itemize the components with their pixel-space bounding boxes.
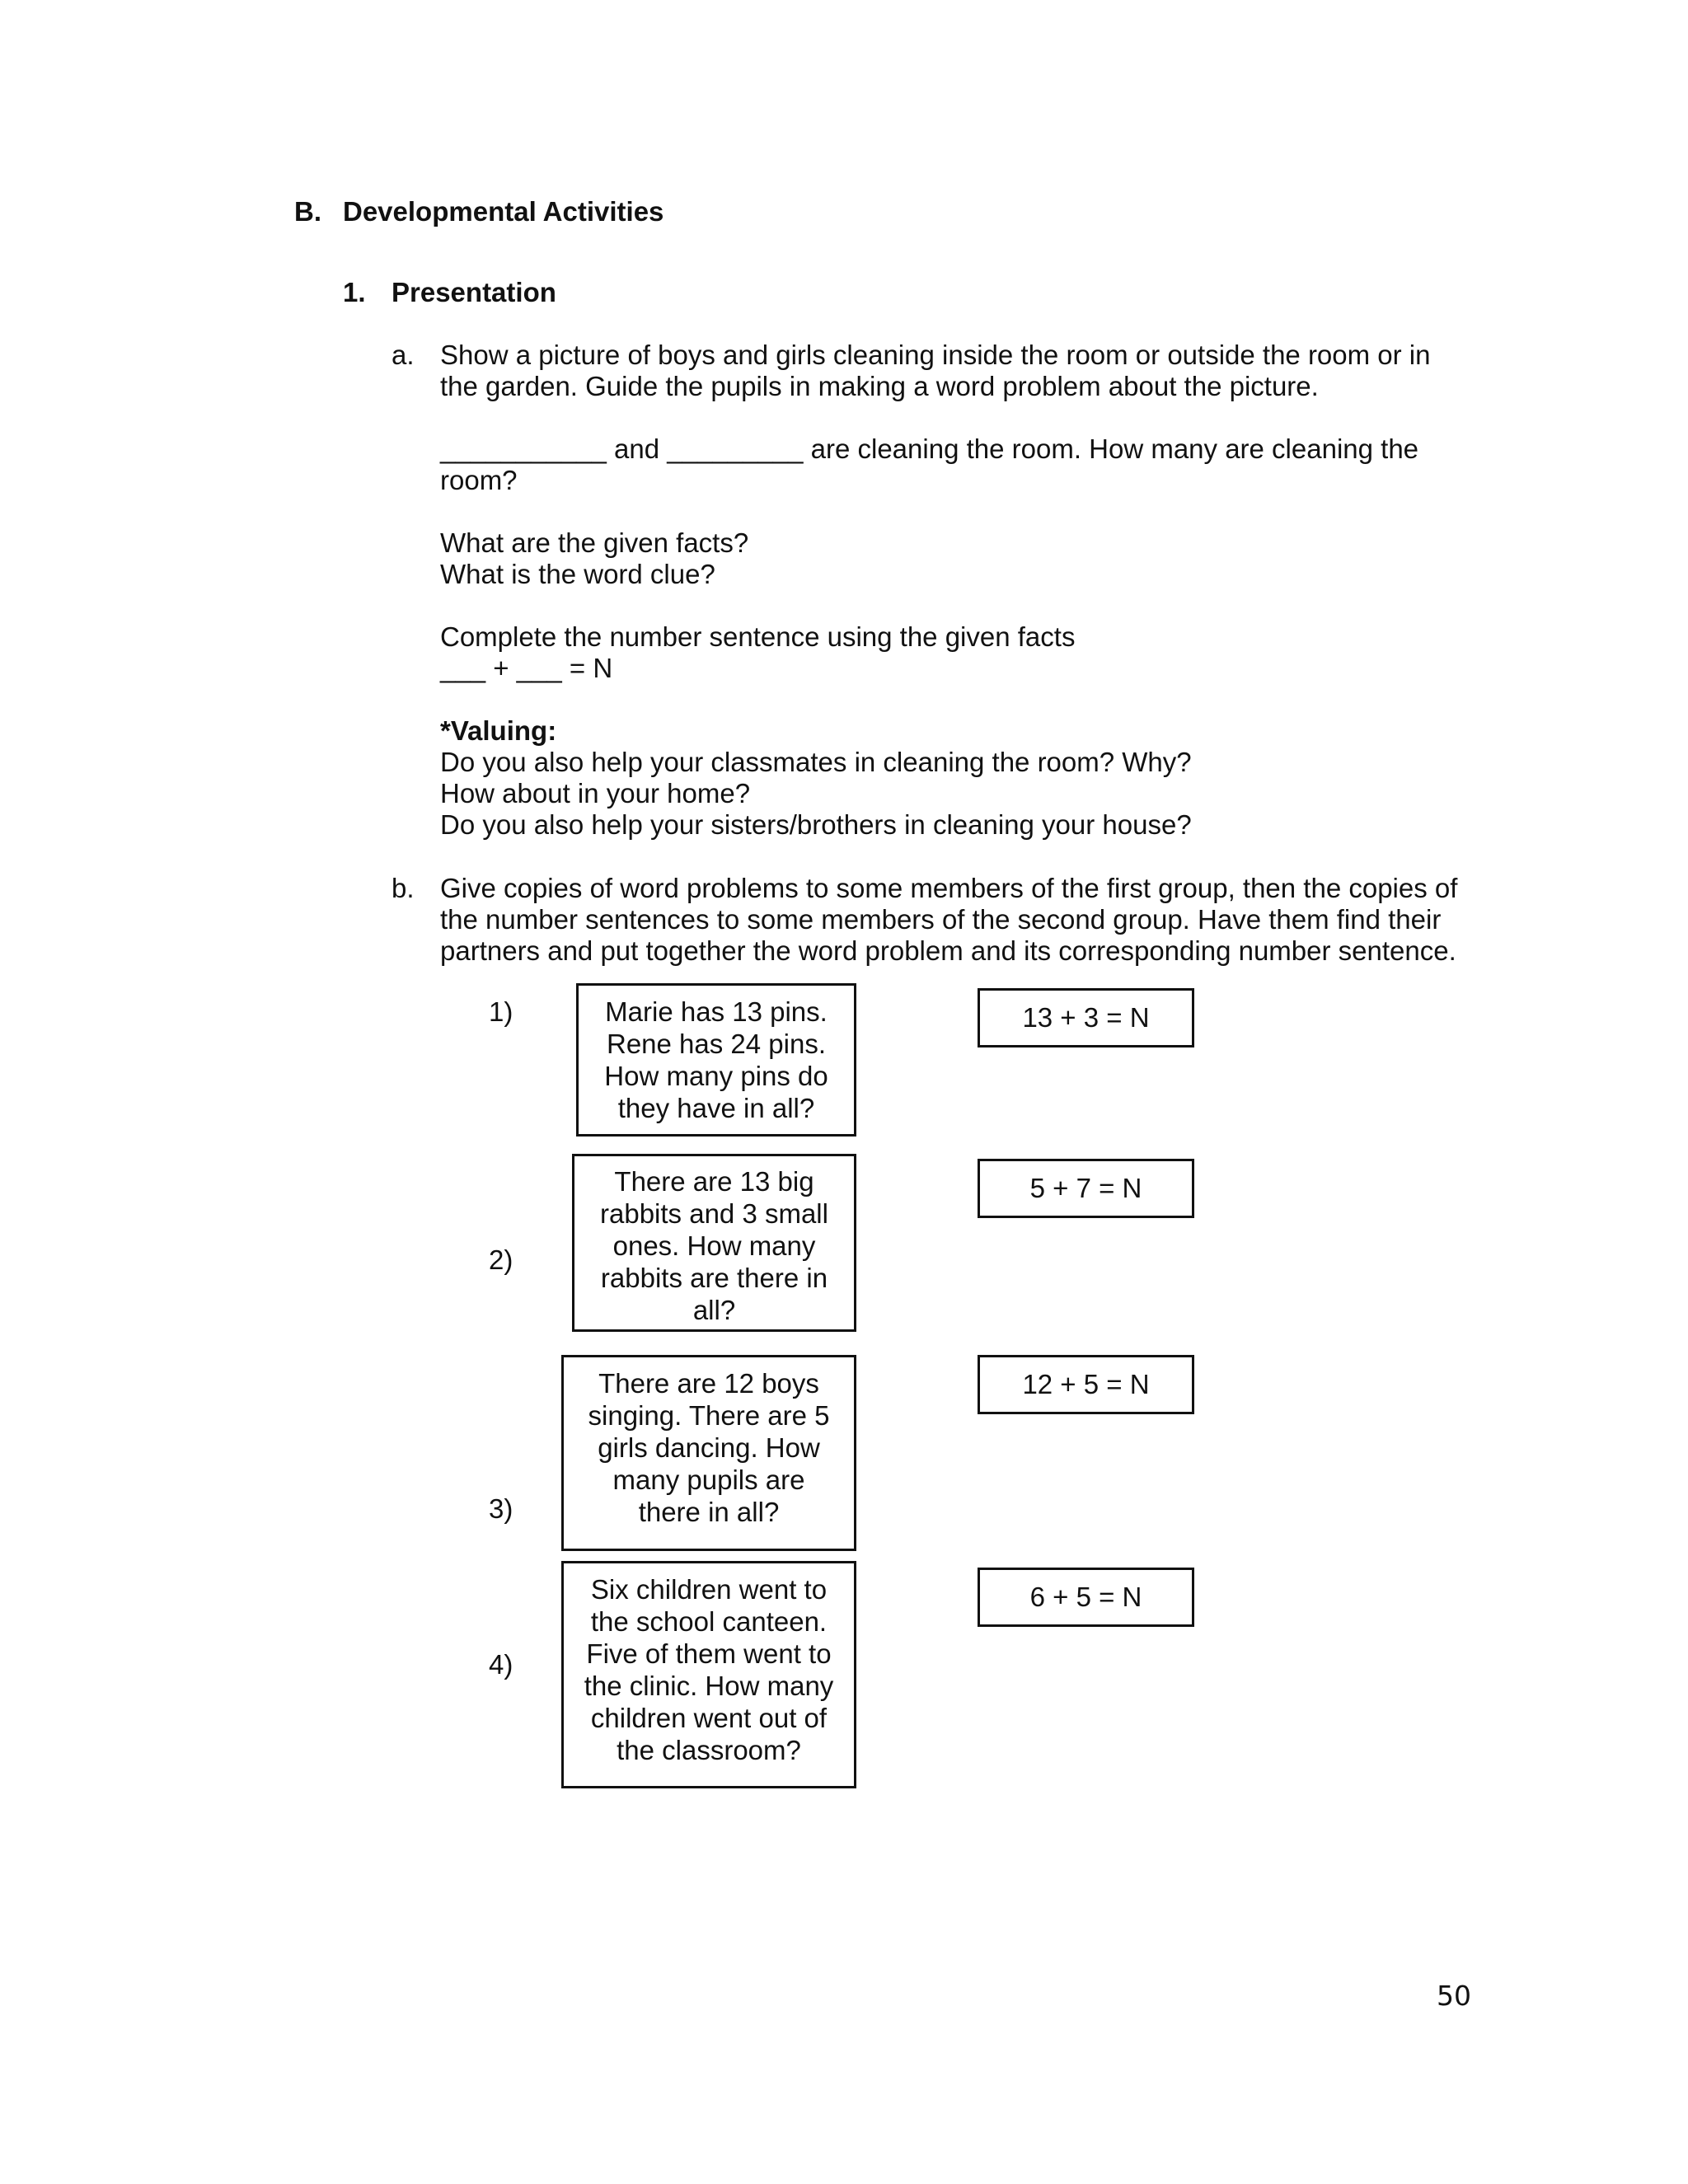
- valuing-question-3: Do you also help your sisters/brothers in cleaning your house?: [440, 809, 1192, 840]
- complete-instruction: Complete the number sentence using the given facts: [440, 621, 1076, 652]
- problem-number: 2): [489, 1244, 513, 1275]
- word-problem-text: Six children went to the school canteen. Five of them went to the clinic. How many children went out of the classroom?: [584, 1574, 834, 1765]
- question-given-facts: What are the given facts?: [440, 527, 749, 558]
- number-sentence-card: 12 + 5 = N: [978, 1355, 1194, 1414]
- word-problem-text: There are 12 boys singing. There are 5 girls dancing. How many pupils are there in all?: [588, 1368, 830, 1527]
- problem-number: 4): [489, 1649, 513, 1680]
- word-problem-card: [572, 1154, 856, 1332]
- subsection-title: Presentation: [392, 277, 556, 307]
- item-b-line1: Give copies of word problems to some members of the first group, then the copies of: [440, 873, 1458, 903]
- item-b-line2: the number sentences to some members of the second group. Have them find their: [440, 904, 1442, 935]
- word-problem-text: There are 13 big rabbits and 3 small ones. How many rabbits are there in all?: [600, 1166, 828, 1325]
- item-b-label: b.: [392, 873, 415, 903]
- item-b-line3: partners and put together the word problem and its corresponding number sentence.: [440, 935, 1456, 966]
- section-letter: B.: [294, 196, 321, 227]
- fill-in-line1: ___________ and _________ are cleaning the room. How many are cleaning the: [440, 434, 1419, 464]
- item-a-label: a.: [392, 340, 415, 370]
- subsection-number: 1.: [343, 277, 366, 307]
- word-problem-card: [576, 983, 856, 1137]
- problem-number: 1): [489, 996, 513, 1027]
- word-problem-card: [561, 1355, 856, 1551]
- section-title: Developmental Activities: [343, 196, 664, 227]
- question-word-clue: What is the word clue?: [440, 559, 715, 589]
- number-sentence-card: 5 + 7 = N: [978, 1159, 1194, 1218]
- problem-number: 3): [489, 1493, 513, 1524]
- page-number: 50: [1437, 1980, 1471, 2012]
- valuing-question-2: How about in your home?: [440, 778, 751, 808]
- word-problem-text: Marie has 13 pins. Rene has 24 pins. How many pins do they have in all?: [604, 996, 828, 1123]
- word-problem-card: [561, 1561, 856, 1788]
- valuing-heading: *Valuing:: [440, 715, 557, 746]
- number-sentence-card: 13 + 3 = N: [978, 988, 1194, 1047]
- number-sentence-card: 6 + 5 = N: [978, 1568, 1194, 1627]
- item-a-line1: Show a picture of boys and girls cleaning inside the room or outside the room or in: [440, 340, 1431, 370]
- valuing-question-1: Do you also help your classmates in cleaning the room? Why?: [440, 747, 1192, 777]
- fill-in-line2: room?: [440, 465, 518, 495]
- item-a-line2: the garden. Guide the pupils in making a word problem about the picture.: [440, 371, 1319, 401]
- number-sentence-template: ___ + ___ = N: [440, 653, 613, 683]
